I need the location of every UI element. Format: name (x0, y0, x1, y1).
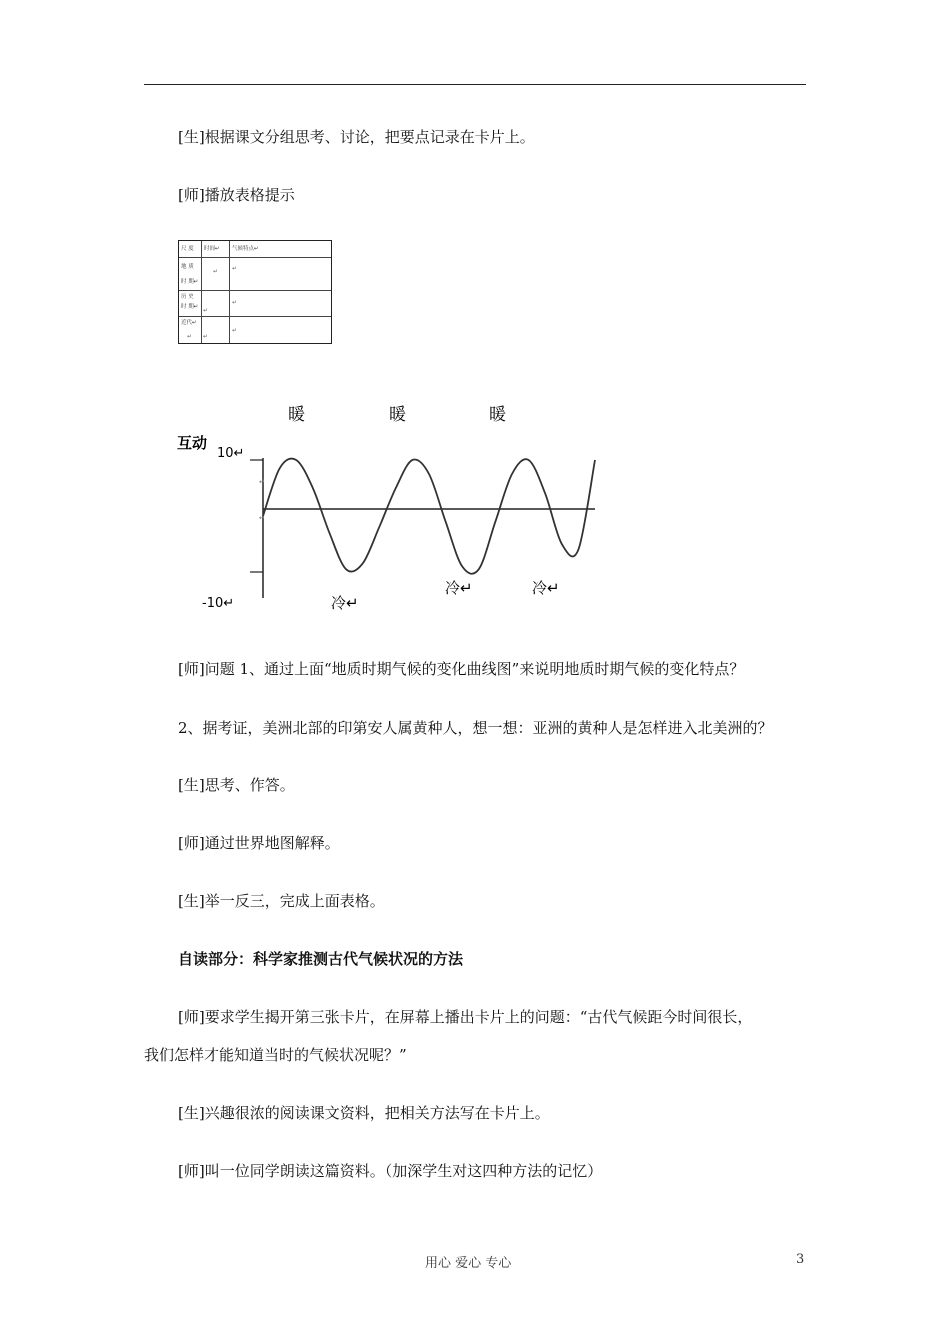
table-row-label: 近代↵ (181, 320, 197, 326)
header-rule (144, 84, 806, 85)
paragraph-7: [生]举一反三，完成上面表格。 (178, 892, 385, 910)
cold-label: 冷↵ (331, 594, 359, 612)
paragraph-1: [生]根据课文分组思考、讨论，把要点记录在卡片上。 (178, 128, 535, 146)
axis-mark: ↵ (259, 478, 265, 486)
table-cell: ↵ (232, 327, 238, 334)
table-header-scale: 尺 度 (181, 246, 194, 252)
climate-curve-chart (170, 398, 610, 618)
paragraph-8-line-1: [师]要求学生揭开第三张卡片，在屏幕上播出卡片上的问题：“古代气候距今时间很长， (178, 1008, 753, 1026)
footer-motto: 用心 爱心 专心 (425, 1256, 512, 1271)
hint-table (178, 240, 332, 344)
paragraph-6: [师]通过世界地图解释。 (178, 834, 340, 852)
table-header-feature: 气候特点↵ (232, 246, 259, 252)
table-cell: ↵ (203, 307, 209, 314)
section-heading: 自读部分：科学家推测古代气候状况的方法 (178, 950, 464, 968)
table-row-divider (179, 290, 331, 291)
paragraph-10: [师]叫一位同学朗读这篇资料。（加深学生对这四种方法的记忆） (178, 1162, 603, 1180)
table-row-label: 时 期↵ (181, 279, 199, 285)
paragraph-9: [生]兴趣很浓的阅读课文资料，把相关方法写在卡片上。 (178, 1104, 550, 1122)
warm-label: 暖 (288, 405, 305, 425)
paragraph-3: [师]问题 1、通过上面“地质时期气候的变化曲线图”来说明地质时期气候的变化特点？ (178, 660, 745, 678)
table-cell: ↵ (213, 268, 219, 275)
cold-label: 冷↵ (532, 579, 560, 597)
y-tick-label-top: 10↵ (217, 446, 245, 461)
table-cell: ↵ (187, 333, 193, 340)
paragraph-5: [生]思考、作答。 (178, 776, 295, 794)
page-number: 3 (796, 1252, 805, 1267)
table-row-label: 地 质 (181, 264, 194, 270)
table-cell: ↵ (232, 265, 238, 272)
axis-mark: ↵ (259, 514, 265, 522)
paragraph-2: [师]播放表格提示 (178, 186, 295, 204)
warm-label: 暖 (489, 405, 506, 425)
climate-curve-line (263, 459, 595, 574)
table-header-time: 时间↵ (204, 246, 220, 252)
chart-title: 互动 (177, 434, 208, 452)
table-row-label: 历 史 (181, 294, 194, 300)
warm-label: 暖 (389, 405, 406, 425)
paragraph-4: 2、据考证，美洲北部的印第安人属黄种人，想一想：亚洲的黄种人是怎样进入北美洲的？ (178, 719, 773, 737)
table-cell: ↵ (232, 299, 238, 306)
cold-label: 冷↵ (445, 579, 473, 597)
table-cell: ↵ (203, 333, 209, 340)
table-row-divider (179, 257, 331, 258)
table-row-label: 时 期↵ (181, 304, 199, 310)
table-row-divider (179, 316, 331, 317)
paragraph-8-line-2: 我们怎样才能知道当时的气候状况呢？” (144, 1046, 407, 1064)
y-tick-label-bottom: -10↵ (202, 596, 235, 611)
